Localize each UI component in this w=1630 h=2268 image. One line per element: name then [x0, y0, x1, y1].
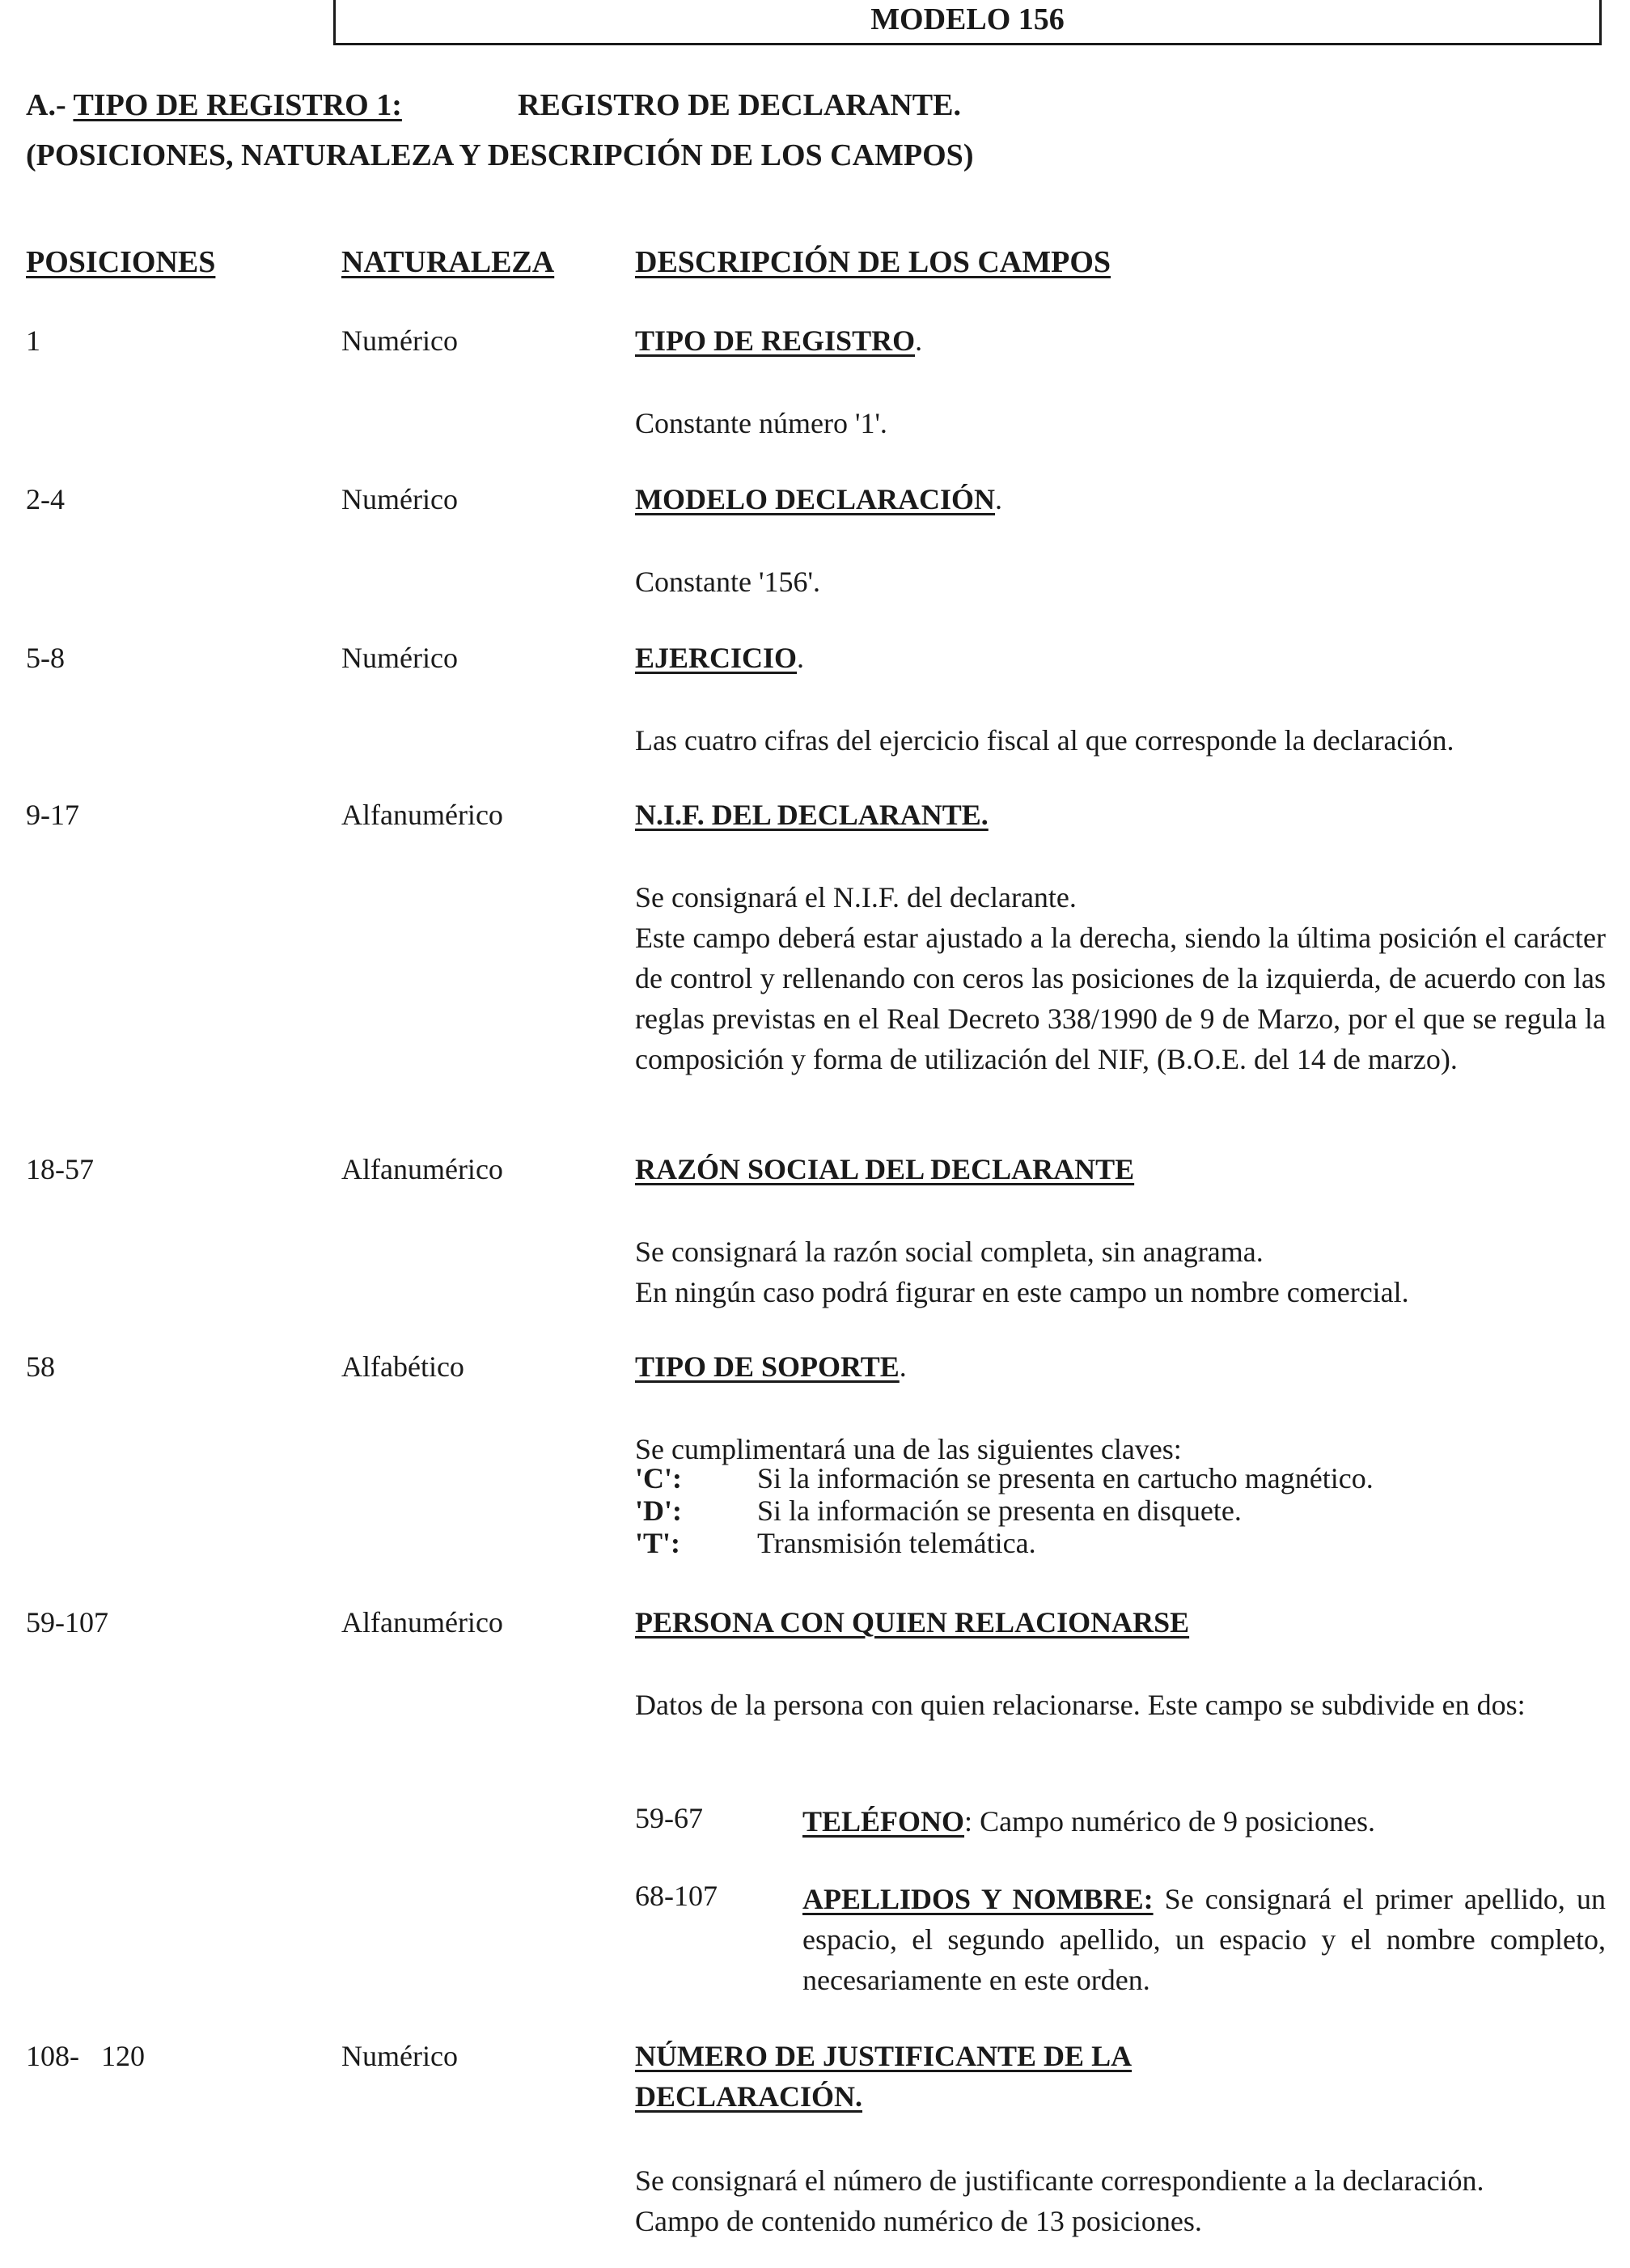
field-name: MODELO DECLARACIÓN	[635, 483, 996, 515]
key-code: 'C':	[635, 1462, 682, 1494]
field-description: Constante '156'.	[635, 566, 820, 598]
key-description: Transmisión telemática.	[757, 1527, 1036, 1559]
field-position: 58	[26, 1350, 55, 1383]
field-nature: Alfanumérico	[341, 1606, 503, 1638]
field-nature: Numérico	[341, 642, 458, 674]
field-title	[635, 798, 989, 832]
key-code: 'D':	[635, 1494, 682, 1527]
section-heading	[26, 87, 961, 123]
subfield-description: APELLIDOS Y NOMBRE: Se consignará el primer apellido, un espacio, el segundo apellido, un espacio y el nombre completo, necesariamente en este orden.	[802, 1883, 1607, 1996]
subfield-position: 68-107	[635, 1880, 718, 1912]
subfield-name: TELÉFONO	[802, 1805, 965, 1838]
field-title	[635, 1605, 1189, 1639]
field-title: TIPO DE SOPORTE.	[635, 1350, 907, 1383]
field-description: Las cuatro cifras del ejercicio fiscal al que corresponde la declaración.	[635, 724, 1454, 757]
record-type-label: TIPO DE REGISTRO 1:	[73, 88, 402, 122]
field-title-continued	[635, 2079, 862, 2113]
field-nature: Numérico	[341, 483, 458, 515]
field-name: EJERCICIO	[635, 642, 798, 674]
column-header-posiciones: POSICIONES	[26, 245, 216, 279]
field-description: En ningún caso podrá figurar en este campo un nombre comercial.	[635, 1276, 1409, 1308]
field-name: N.I.F. DEL DECLARANTE.	[635, 799, 989, 831]
field-description: Se consignará el N.I.F. del declarante.	[635, 881, 1077, 914]
field-name: TIPO DE REGISTRO	[635, 324, 916, 357]
subfield-description: TELÉFONO: Campo numérico de 9 posiciones.	[802, 1805, 1375, 1838]
field-nature: Alfabético	[341, 1350, 464, 1383]
field-position: 18-57	[26, 1153, 94, 1185]
field-description: Se consignará la razón social completa, sin anagrama.	[635, 1236, 1264, 1268]
record-type-name: REGISTRO DE DECLARANTE.	[518, 88, 961, 122]
field-nature: Numérico	[341, 2040, 458, 2072]
field-description: Se consignará el número de justificante correspondiente a la declaración.	[635, 2164, 1484, 2197]
field-position: 108- 120	[26, 2040, 145, 2072]
field-position: 5-8	[26, 642, 65, 674]
section-prefix: A.-	[26, 88, 66, 122]
subfield-position: 59-67	[635, 1802, 703, 1834]
field-title: TIPO DE REGISTRO.	[635, 324, 923, 357]
field-title: MODELO DECLARACIÓN.	[635, 483, 1003, 515]
field-description: Campo de contenido numérico de 13 posiciones.	[635, 2205, 1202, 2237]
field-position: 59-107	[26, 1606, 108, 1638]
field-nature: Alfanumérico	[341, 1153, 503, 1185]
section-subheading: (POSICIONES, NATURALEZA Y DESCRIPCIÓN DE LOS CAMPOS)	[26, 138, 974, 172]
column-header-descripcion: DESCRIPCIÓN DE LOS CAMPOS	[635, 245, 1111, 279]
field-description: Este campo deberá estar ajustado a la derecha, siendo la última posición el carácter de control y rellenando con ceros las posiciones de la izquierda, de acuerdo con las reglas previstas en el Real Decreto 338/1990 de 9 de Marzo, por el que se regula la composición y forma de utilización del NIF, (B.O.E. del 14 de marzo).	[635, 922, 1606, 1075]
document-title: MODELO 156	[333, 0, 1602, 45]
field-position: 2-4	[26, 483, 65, 515]
column-header-naturaleza: NATURALEZA	[341, 245, 555, 279]
key-code: 'T':	[635, 1527, 681, 1559]
field-name: NÚMERO DE JUSTIFICANTE DE LA	[635, 2040, 1133, 2072]
field-title: EJERCICIO.	[635, 642, 805, 674]
field-name: TIPO DE SOPORTE	[635, 1350, 900, 1383]
key-description: Si la información se presenta en cartucho magnético.	[757, 1462, 1374, 1494]
field-name: DECLARACIÓN.	[635, 2080, 863, 2113]
field-title	[635, 2039, 1132, 2073]
field-description: Se cumplimentará una de las siguientes claves:	[635, 1433, 1182, 1465]
field-position: 1	[26, 324, 40, 357]
field-title	[635, 1152, 1134, 1186]
field-nature: Alfanumérico	[341, 799, 503, 831]
key-description: Si la información se presenta en disquete.	[757, 1494, 1242, 1527]
field-position: 9-17	[26, 799, 79, 831]
field-name: RAZÓN SOCIAL DEL DECLARANTE	[635, 1153, 1135, 1185]
subfield-name: APELLIDOS Y NOMBRE:	[802, 1883, 1154, 1915]
field-description: Datos de la persona con quien relacionarse. Este campo se subdivide en dos:	[635, 1689, 1526, 1721]
field-name: PERSONA CON QUIEN RELACIONARSE	[635, 1606, 1190, 1638]
field-description: Constante número '1'.	[635, 407, 887, 439]
field-nature: Numérico	[341, 324, 458, 357]
